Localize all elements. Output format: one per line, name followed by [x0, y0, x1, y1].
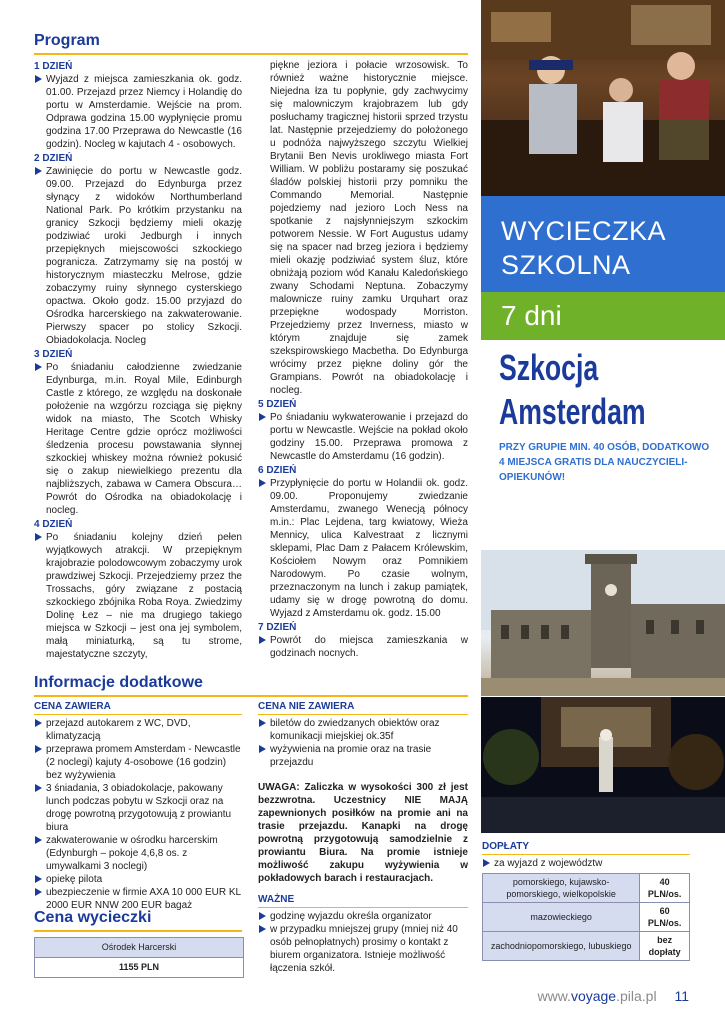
day-3: 3 DZIEŃ Po śniadaniu całodzienne zwiedzanie Edynburga, m.in. Royal Mile, Edinburgh Castle z którego, ze względu na doskonałe położenie na wzgórzu rozciąga się piękny widok na miasto, The Scotch Whisky Heritage Centre gdzie oprócz możliwości śledzenia procesu powstawania słynnej szkockiej whiskey można również pokusić się o zakup niewielkiego prezentu dla najbliższych, zabawa w Camera Obscura… Powrót do Ośrodka na obiadokolację i nocleg.	[34, 349, 242, 516]
important-item: w przypadku mniejszej grupy (mniej niż 40 osób pełnopłatnych) prosimy o kontakt z biurem organizatora. Istnieje możliwość łączenia szkół.	[258, 923, 468, 975]
program-rule	[34, 53, 468, 55]
price-amount: 1155 PLN	[35, 958, 243, 977]
includes-section	[34, 700, 242, 912]
destination-scotland: Szkocja	[499, 347, 599, 388]
price-cell: 40 PLN/os.	[640, 874, 690, 903]
region-cell: pomorskiego, kujawsko-pomorskiego, wielkopolskie	[483, 874, 640, 903]
info-rule	[34, 695, 468, 697]
includes-item: opiekę pilota	[34, 873, 242, 886]
price-heading: Cena wycieczki	[34, 909, 152, 926]
region-cell: mazowieckiego	[483, 903, 640, 932]
day-7: 7 DZIEŃ Powrót do miejsca zamieszkania w godzinach nocnych.	[258, 622, 468, 659]
notice-text: UWAGA: Zaliczka w wysokości 300 zł jest bezzwrotna. Uczestnicy NIE MAJĄ zapewnionych posiłków na promie ani na trasie przejazdu. Kanapki na drogę powrotną przygotowują samodzielnie z prowiantu Biura. Na promie istnieje możliwość zakupu wyżywienia w pokładowych barach i restauracjach.	[258, 782, 468, 884]
price-table	[34, 937, 244, 978]
price-cell: bez dopłaty	[640, 932, 690, 961]
table-row	[483, 932, 690, 961]
table-row	[483, 874, 690, 903]
price-venue: Ośrodek Harcerski	[35, 938, 243, 958]
program-column-1	[34, 59, 242, 661]
excludes-title: CENA NIE ZAWIERA	[258, 700, 468, 715]
includes-item: przejazd autokarem z WC, DVD, klimatyzacją	[34, 717, 242, 743]
day-1: 1 DZIEŃ Wyjazd z miejsca zamieszkania ok. godz. 01.00. Przejazd przez Niemcy i Holandię do portu w Amsterdamie. Wejście na prom. Odprawa godzina 15.00 wypłynięcie promu godzina 17.00 Przeprawa do Newcastle (16 godzin). Nocleg w kajutach 4 - osobowych.	[34, 61, 242, 150]
night-photo	[481, 697, 725, 833]
destination-amsterdam: Amsterdam	[499, 391, 646, 432]
trip-type-line-1: WYCIECZKA	[501, 216, 667, 246]
excludes-section	[258, 700, 468, 975]
footer-url-prefix: www.	[537, 988, 571, 1004]
duration-band	[481, 292, 725, 340]
info-heading: Informacje dodatkowe	[34, 674, 203, 691]
pub-photo-illustration	[481, 0, 725, 196]
excludes-item: wyżywienia na promie oraz na trasie przejazdu	[258, 743, 468, 769]
footer	[537, 988, 689, 1004]
day-4: 4 DZIEŃ Po śniadaniu kolejny dzień pełen wyjątkowych atrakcji. W przepięknym krajobrazie polodowcowym zobaczymy urok prawdziwej Szkocji. Przejedziemy przez the Trossachs, góry związane z postacią szkockiego zbójnika Roba Roya. Zwiedzimy Dolinę Łez – nie ma drugiego takiego miejsca w Szkocji – jest ona jej symbolem, małą miniaturką, są tu strome, majestatyczne szczyty,	[34, 519, 242, 660]
trip-type-band	[481, 196, 725, 292]
footer-url-suffix: .pila.pl	[616, 988, 657, 1004]
important-title: WAŻNE	[258, 893, 468, 908]
price-cell: 60 PLN/os.	[640, 903, 690, 932]
destination-block	[481, 340, 725, 500]
day-4-continued: piękne jeziora i połacie wrzosowisk. To również ważne historycznie miejsce. Niejedna łza tu popłynie, gdy zachwycimy się malowniczym krajobrazem lub gdy posłuchamy tragicznej historii sprzed trzystu lat. Następnie przejedziemy do położonego u podnóża najwyższego szczytu Wielkiej Brytanii Ben Nevis urokliwego miasta Fort William. W pobliżu postaramy się poszukać śladów polskiej historii przy pomniku the Commando Memorial. Następnie pojedziemy nad jezioro Loch Ness na spotkanie z najsłynniejszym szkockim potworem Nessie. W Fort Augustus udamy się na spacer nad brzeg jeziora i będziemy mieli okazję podziwiać system śluz, które obniżają poziom wód Kanału Kaledońskiego zwany Schodami Neptuna. Zobaczymy malownicze ruiny zamku Urquhart oraz przepiękne wodospady Morriston. Przejedziemy przez Inverness, miasto w którym znajduje się zamek szekspirowskiego Macbetha. Do Edynburga wrócimy przez piękne doliny gór the Grampians. Powrót na obiadokolację i nocleg.	[270, 60, 468, 396]
promo-text: PRZY GRUPIE MIN. 40 OSÓB, DODATKOWO 4 MIEJSCA GRATIS DLA NAUCZYCIELI-OPIEKUNÓW!	[499, 442, 710, 483]
surcharges-subtitle: za wyjazd z województw	[482, 857, 690, 870]
includes-item: zakwaterowanie w ośrodku harcerskim (Edynburgh – pokoje 4,6,8 os. z umywalkami 3 noclegi)	[34, 834, 242, 873]
night-illustration	[481, 697, 725, 833]
pub-photo	[481, 0, 725, 196]
day-6: 6 DZIEŃ Przypłynięcie do portu w Holandii ok. godz. 09.00. Proponujemy zwiedzanie Amsterdamu, zwanego Wenecją północy m.in.: Plac Lejdena, targ kwiatowy, Wieża Mennicy, ulica Kalvestraat z licznymi sklepami, Plac Dam z Pałacem Królewskim, Kościołem Nowym oraz Pomnikiem Narodowym. Po czasie wolnym, przeznaczonym na lunch i zakup pamiątek, udamy się w drogę powrotną do domu. Wyjazd z Amsterdamu ok. godz. 15.00	[258, 465, 468, 619]
table-row	[483, 903, 690, 932]
includes-item: 3 śniadania, 3 obiadokolacje, pakowany lunch podczas pobytu w Szkocji oraz na drogę powrotną przygotowują z prowiantu biura	[34, 782, 242, 834]
important-item: godzinę wyjazdu określa organizator	[258, 910, 468, 923]
trip-type-line-2: SZKOLNA	[501, 250, 631, 280]
day-2: 2 DZIEŃ Zawinięcie do portu w Newcastle godz. 09.00. Przejazd do Edynburga przez słynący z widoków Northumberland National Park. Po krótkim przystanku na granicy Szkocji będziemy mieli okazję podziwiać uroki Jedburgh i innych przepięknych miejscowości szkockiego pogranicza. Zatrzymamy się na postój w historycznym miasteczku Melrose, gdzie zobaczymy ruiny słynnego cysterskiego opactwa. Około godz. 15.00 przyjazd do Ośrodka harcerskiego na zakwaterowanie. Pierwszy spacer po stolicy Szkocji. Obiadokolacja. Nocleg	[34, 153, 242, 346]
excludes-item: biletów do zwiedzanych obiektów oraz komunikacji miejskiej ok.35f	[258, 717, 468, 743]
includes-title: CENA ZAWIERA	[34, 700, 242, 715]
surcharges-section	[482, 840, 690, 870]
program-column-2	[258, 59, 468, 660]
castle-photo	[481, 550, 725, 696]
surcharges-title: DOPŁATY	[482, 840, 690, 855]
includes-item: ubezpieczenie w firmie AXA 10 000 EUR KL 2000 EUR NNW 200 EUR bagaż	[34, 886, 242, 912]
page-number: 11	[674, 988, 689, 1004]
program-heading: Program	[34, 32, 100, 49]
surcharges-table	[482, 873, 690, 961]
includes-item: przeprawa promem Amsterdam - Newcastle (2 noclegi) kajuty 4-osobowe (16 godzin) bez wyżywienia	[34, 743, 242, 782]
footer-url-brand: voyage	[570, 988, 617, 1004]
duration-label: 7 dni	[501, 300, 562, 331]
region-cell: zachodniopomorskiego, lubuskiego	[483, 932, 640, 961]
price-rule	[34, 930, 242, 932]
day-5: 5 DZIEŃ Po śniadaniu wykwaterowanie i przejazd do portu w Newcastle. Wejście na pokład około godziny 15.00. Przeprawa promowa z Newcastle do Amsterdamu (16 godzin).	[258, 399, 468, 462]
castle-illustration	[481, 550, 725, 696]
